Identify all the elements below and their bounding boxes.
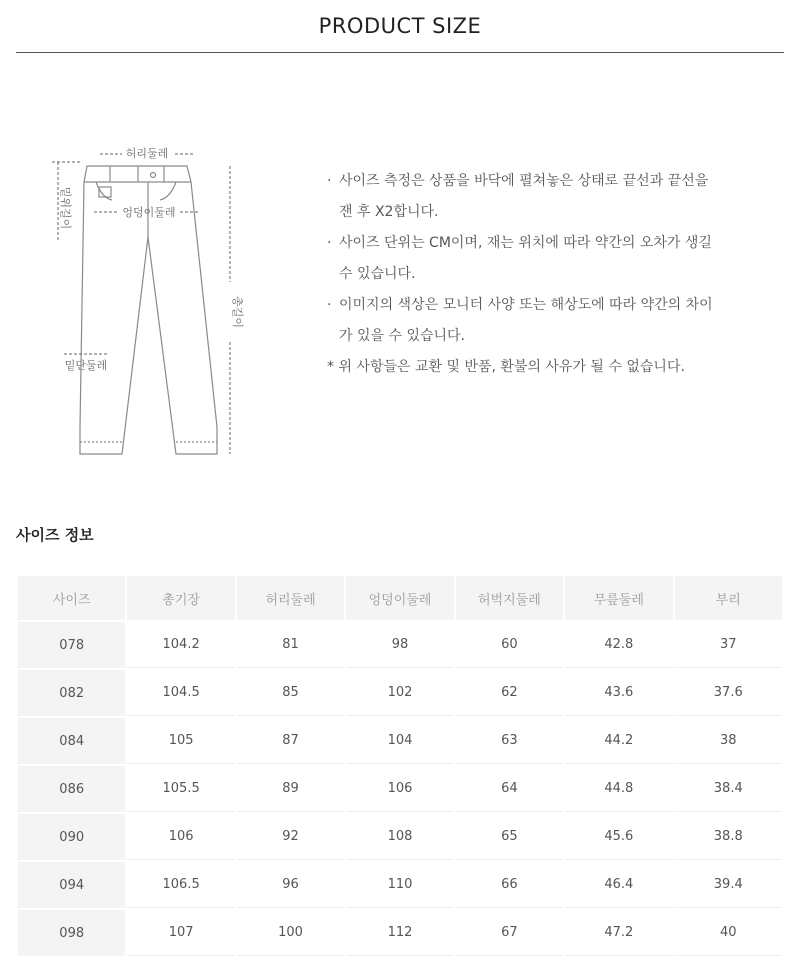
table-cell: 106 — [127, 814, 234, 860]
length-label: 총길이 — [231, 296, 244, 328]
table-cell: 40 — [675, 910, 782, 956]
note-item — [325, 166, 790, 228]
column-header-thigh: 허벅지둘레 — [456, 576, 563, 620]
table-cell: 37.6 — [675, 670, 782, 716]
table-cell: 100 — [237, 910, 344, 956]
note-bullet: · — [327, 235, 332, 251]
table-cell: 65 — [456, 814, 563, 860]
table-cell: 44.8 — [565, 766, 672, 812]
column-header-knee: 무릎둘레 — [565, 576, 672, 620]
table-row — [18, 910, 782, 956]
table-cell: 38 — [675, 718, 782, 764]
table-cell: 66 — [456, 862, 563, 908]
table-cell: 110 — [346, 862, 453, 908]
table-row — [18, 718, 782, 764]
table-cell: 108 — [346, 814, 453, 860]
table-cell: 42.8 — [565, 622, 672, 668]
table-row — [18, 766, 782, 812]
table-cell: 112 — [346, 910, 453, 956]
disclaimer-note: * 위 사항들은 교환 및 반품, 환불의 사유가 될 수 없습니다. — [327, 359, 685, 375]
table-row — [18, 814, 782, 860]
note-text-line: 사이즈 단위는 CM이며, 재는 위치에 따라 약간의 오차가 생길 — [339, 235, 712, 251]
size-cell: 082 — [18, 670, 125, 716]
table-cell: 104 — [346, 718, 453, 764]
table-cell: 44.2 — [565, 718, 672, 764]
table-header-row — [18, 576, 782, 620]
note-text-line: 수 있습니다. — [339, 266, 416, 282]
table-cell: 104.5 — [127, 670, 234, 716]
size-table — [16, 574, 784, 958]
size-cell: 094 — [18, 862, 125, 908]
size-cell: 084 — [18, 718, 125, 764]
table-cell: 64 — [456, 766, 563, 812]
table-cell: 62 — [456, 670, 563, 716]
note-text-line: 사이즈 측정은 상품을 바닥에 펼쳐놓은 상태로 끝선과 끝선을 — [339, 173, 709, 189]
table-cell: 39.4 — [675, 862, 782, 908]
table-cell: 105 — [127, 718, 234, 764]
size-cell: 086 — [18, 766, 125, 812]
table-cell: 106 — [346, 766, 453, 812]
note-text-line: 이미지의 색상은 모니터 사양 또는 해상도에 따라 약간의 차이 — [339, 297, 713, 313]
note-text-line: 가 있을 수 있습니다. — [339, 328, 465, 344]
note-bullet: · — [327, 297, 332, 313]
table-cell: 107 — [127, 910, 234, 956]
table-cell: 37 — [675, 622, 782, 668]
table-cell: 89 — [237, 766, 344, 812]
table-cell: 67 — [456, 910, 563, 956]
note-bullet: · — [327, 173, 332, 189]
table-cell: 81 — [237, 622, 344, 668]
table-cell: 92 — [237, 814, 344, 860]
table-cell: 96 — [237, 862, 344, 908]
hip-label: 엉덩이둘레 — [122, 206, 176, 219]
rise-label: 밑위길이 — [59, 186, 72, 230]
table-cell: 38.4 — [675, 766, 782, 812]
column-header-waist: 허리둘레 — [237, 576, 344, 620]
title-divider — [16, 52, 784, 53]
table-cell: 102 — [346, 670, 453, 716]
table-cell: 43.6 — [565, 670, 672, 716]
table-row — [18, 862, 782, 908]
column-header-total-length: 총기장 — [127, 576, 234, 620]
table-cell: 98 — [346, 622, 453, 668]
table-cell: 87 — [237, 718, 344, 764]
column-header-hip: 엉덩이둘레 — [346, 576, 453, 620]
note-text-line: 잰 후 X2합니다. — [339, 204, 439, 220]
size-cell: 090 — [18, 814, 125, 860]
hem-label: 밑단둘레 — [64, 359, 108, 372]
size-info-heading: 사이즈 정보 — [16, 526, 94, 544]
table-cell: 45.6 — [565, 814, 672, 860]
size-cell: 078 — [18, 622, 125, 668]
page-title: PRODUCT SIZE — [318, 14, 482, 38]
table-cell: 63 — [456, 718, 563, 764]
column-header-hem: 부리 — [675, 576, 782, 620]
size-cell: 098 — [18, 910, 125, 956]
table-cell: 46.4 — [565, 862, 672, 908]
table-cell: 105.5 — [127, 766, 234, 812]
table-cell: 106.5 — [127, 862, 234, 908]
waist-label: 허리둘레 — [125, 147, 169, 160]
note-item — [325, 290, 790, 352]
table-cell: 38.8 — [675, 814, 782, 860]
table-row — [18, 622, 782, 668]
table-cell: 47.2 — [565, 910, 672, 956]
table-cell: 60 — [456, 622, 563, 668]
note-item — [325, 228, 790, 290]
column-header-size: 사이즈 — [18, 576, 125, 620]
pants-outline-illustration — [50, 142, 260, 462]
pants-measurement-diagram — [50, 142, 260, 462]
table-row — [18, 670, 782, 716]
table-cell: 104.2 — [127, 622, 234, 668]
table-cell: 85 — [237, 670, 344, 716]
size-notes — [325, 166, 790, 383]
